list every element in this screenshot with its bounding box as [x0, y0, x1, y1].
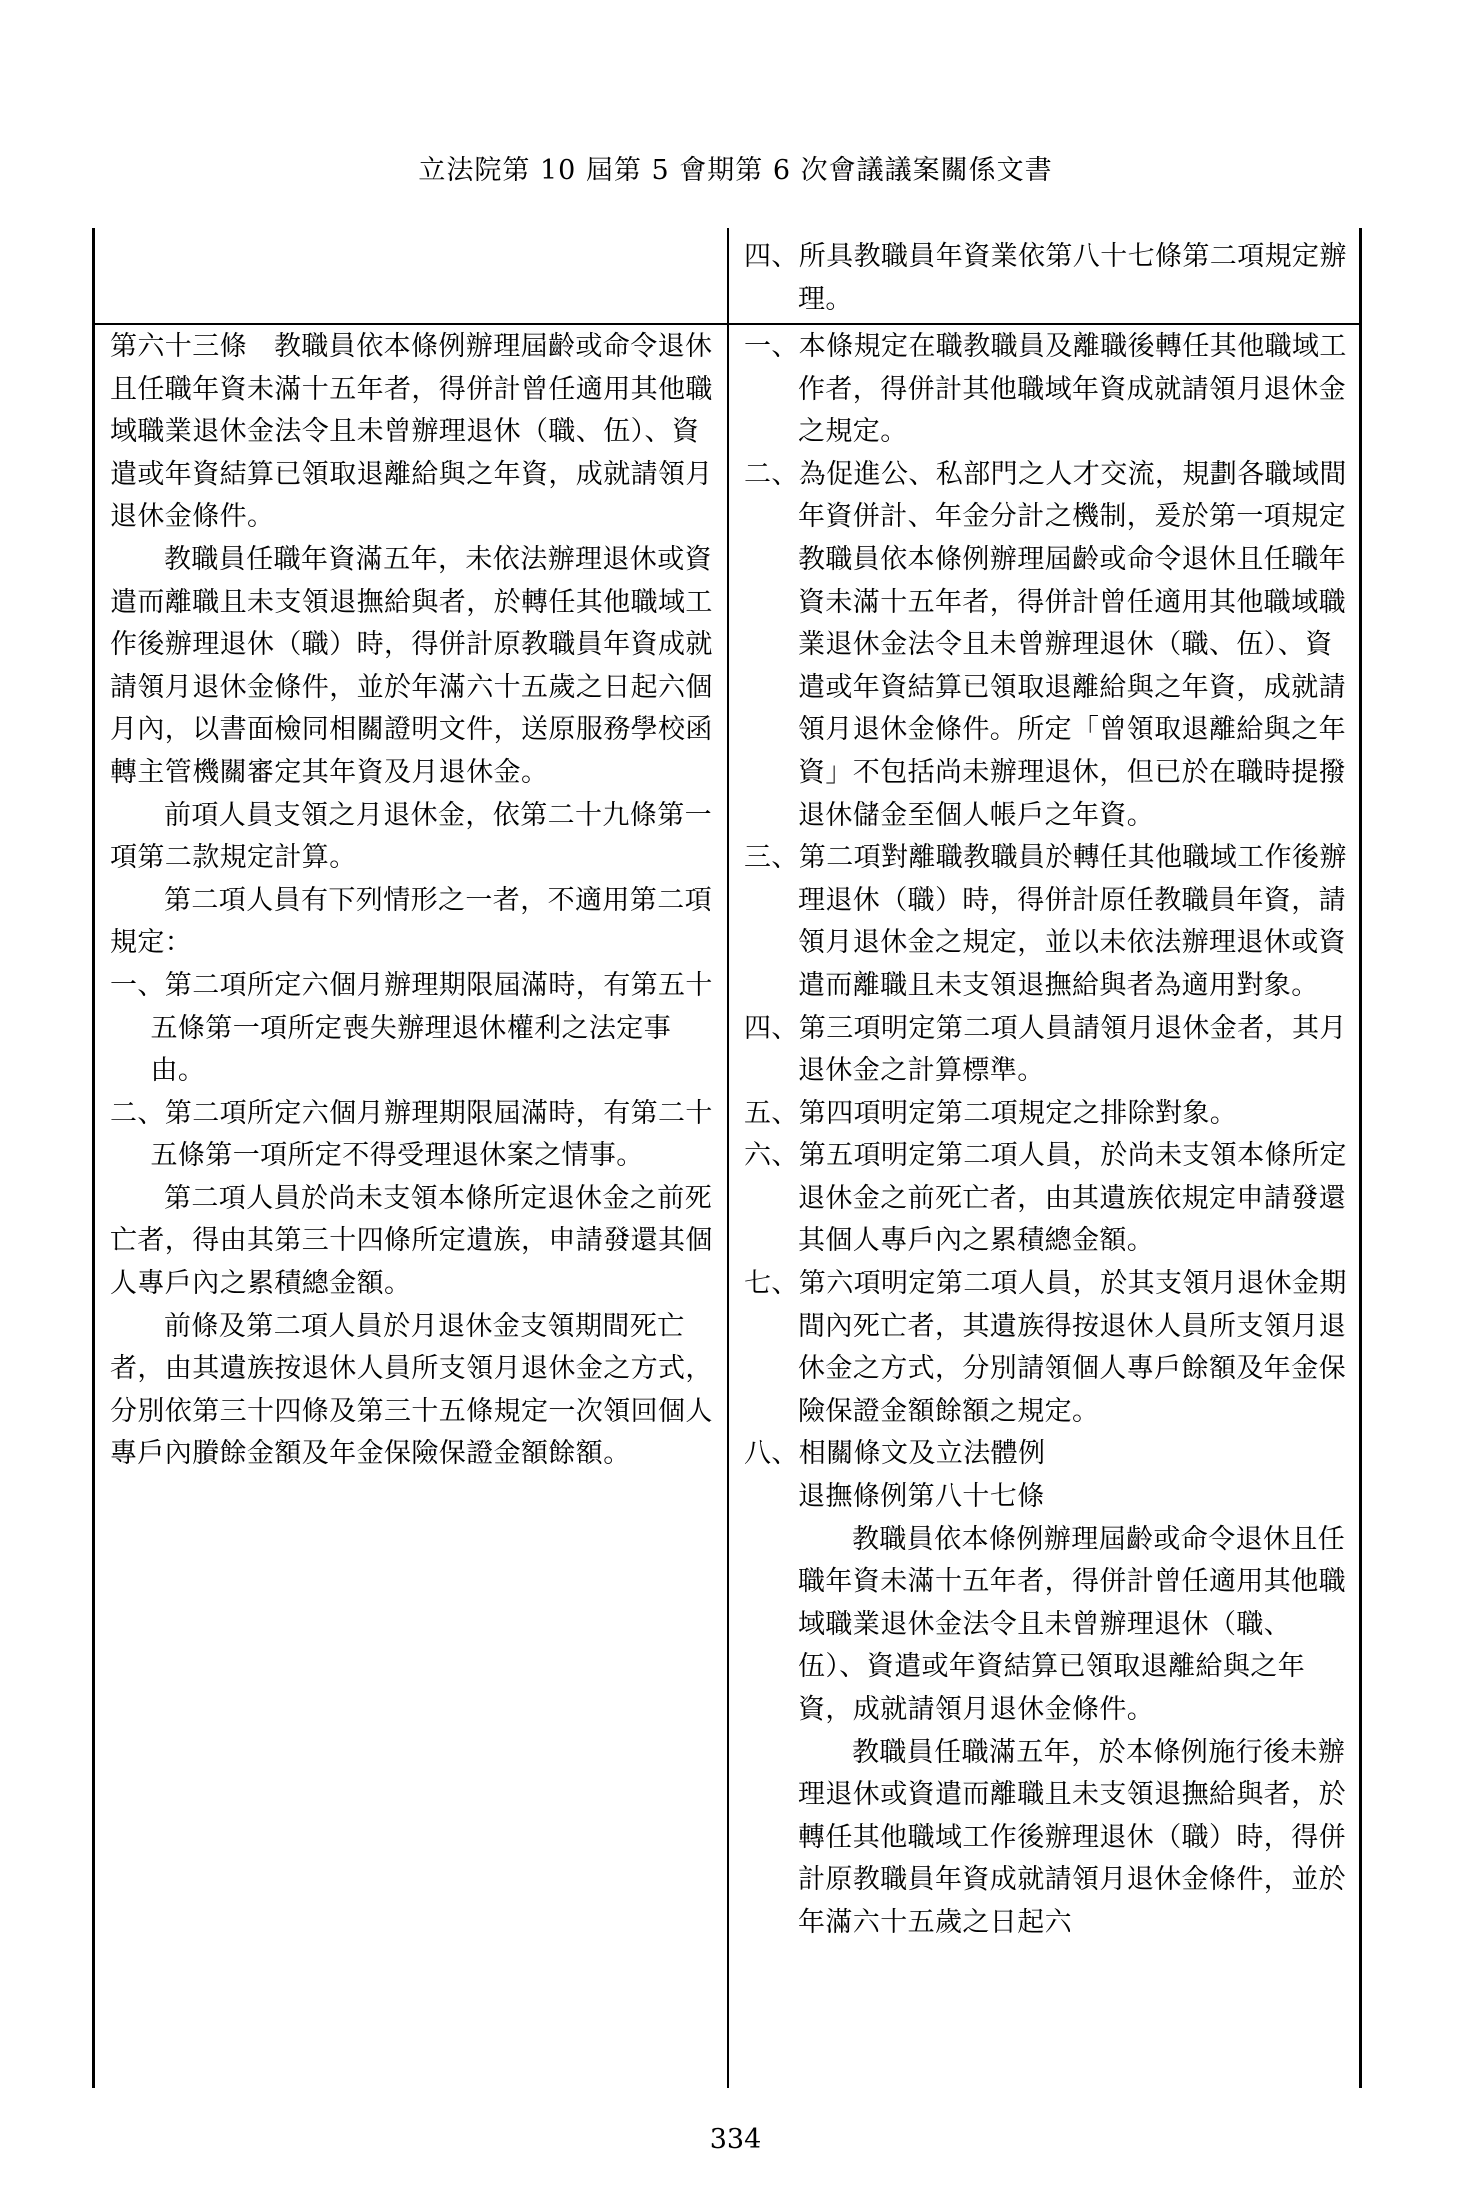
reference-paragraph-1: 教職員依本條例辦理屆齡或命令退休且任職年資未滿十五年者，得併計曾任適用其他職域職業退休金法令且未曾辦理退休（職、伍）、資遣或年資結算已領取退離給與之年資，成就請領月退休金條件。 — [798, 1523, 1346, 1725]
page-header: 立法院第 10 屆第 5 會期第 6 次會議議案關係文書 — [418, 155, 1053, 186]
reference-paragraph-2: 教職員任職滿五年，於本條例施行後未辦理退休或資遣而離職且未支領退撫給與者，於轉任其他職域工作後辦理退休（職）時，得併計原教職員年資成就請領月退休金條件，並於年滿六十五歲之日起六 — [798, 1736, 1346, 1938]
article-paragraph-3: 前項人員支領之月退休金，依第二十九條第一項第二款規定計算。 — [110, 799, 712, 874]
explanation-item-4: 四、第三項明定第二項人員請領月退休金者，其月退休金之計算標準。 — [744, 1012, 1347, 1087]
article-item-2: 二、第二項所定六個月辦理期限屆滿時，有第二十五條第一項所定不得受理退休案之情事。 — [110, 1097, 713, 1172]
top-right-cell — [744, 236, 1354, 321]
table-right-border — [1359, 228, 1362, 2088]
article-paragraph-2: 教職員任職年資滿五年，未依法辦理退休或資遣而離職且未支領退撫給與者，於轉任其他職域工作後辦理退休（職）時，得併計原教職員年資成就請領月退休金條件，並於年滿六十五歲之日起六個月內，以書面檢同相關證明文件，送原服務學校函轉主管機關審定其年資及月退休金。 — [110, 543, 713, 788]
explanation-item-2: 二、為促進公、私部門之人才交流，規劃各職域間年資併計、年金分計之機制，爰於第一項規定教職員依本條例辦理屆齡或命令退休且任職年資未滿十五年者，得併計曾任適用其他職域職業退休金法令且未曾辦理退休（職、伍）、資遣或年資結算已領取退離給與之年資，成就請領月退休金條件。所定「曾領取退離給與之年資」不包括尚未辦理退休，但已於在職時提撥退休儲金至個人帳戶之年資。 — [744, 458, 1347, 831]
article-title: 第六十三條 — [110, 331, 247, 362]
reference-title: 退撫條例第八十七條 — [798, 1481, 1045, 1513]
table-middle-divider — [727, 228, 729, 2088]
explanation-item-1: 一、本條規定在職教職員及離職後轉任其他職域工作者，得併計其他職域年資成就請領月退休金之規定。 — [744, 331, 1347, 448]
article-paragraph-6: 前條及第二項人員於月退休金支領期間死亡者，由其遺族按退休人員所支領月退休金之方式，分別依第三十四條及第三十五條規定一次領回個人專戶內賸餘金額及年金保險保證金額餘額。 — [110, 1310, 713, 1470]
page-number: 334 — [709, 2124, 762, 2155]
explanation-item-4-continued: 四、所具教職員年資業依第八十七條第二項規定辦理。 — [744, 241, 1347, 315]
explanation-item-7: 七、第六項明定第二項人員，於其支領月退休金期間內死亡者，其遺族得按退休人員所支領月退休金之方式，分別請領個人專戶餘額及年金保險保證金額餘額之規定。 — [744, 1268, 1347, 1427]
explanation-column — [744, 326, 1354, 1945]
table-row-divider — [92, 323, 1362, 325]
article-text-column — [110, 326, 714, 1476]
table-left-border — [92, 228, 95, 2088]
explanation-item-3: 三、第二項對離職教職員於轉任其他職域工作後辦理退休（職）時，得併計原任教職員年資，請領月退休金之規定，並以未依法辦理退休或資遣而離職且未支領退撫給與者為適用對象。 — [744, 842, 1347, 1001]
explanation-item-8: 八、相關條文及立法體例 — [744, 1438, 1046, 1470]
article-first-paragraph — [110, 326, 714, 539]
article-paragraph-5: 第二項人員於尚未支領本條所定退休金之前死亡者，得由其第三十四條所定遺族，申請發還其個人專戶內之累積總金額。 — [110, 1182, 713, 1300]
explanation-item-5: 五、第四項明定第二項規定之排除對象。 — [744, 1097, 1238, 1129]
article-item-1: 一、第二項所定六個月辦理期限屆滿時，有第五十五條第一項所定喪失辦理退休權利之法定事由。 — [110, 969, 713, 1087]
article-paragraph-1: 教職員依本條例辦理屆齡或命令退休且任職年資未滿十五年者，得併計曾任適用其他職域職業退休金法令且未曾辦理退休（職、伍）、資遣或年資結算已領取退離給與之年資，成就請領月退休金條件。 — [110, 331, 713, 533]
article-paragraph-4: 第二項人員有下列情形之一者，不適用第二項規定： — [110, 884, 712, 959]
explanation-item-6: 六、第五項明定第二項人員，於尚未支領本條所定退休金之前死亡者，由其遺族依規定申請發還其個人專戶內之累積總金額。 — [744, 1140, 1347, 1257]
